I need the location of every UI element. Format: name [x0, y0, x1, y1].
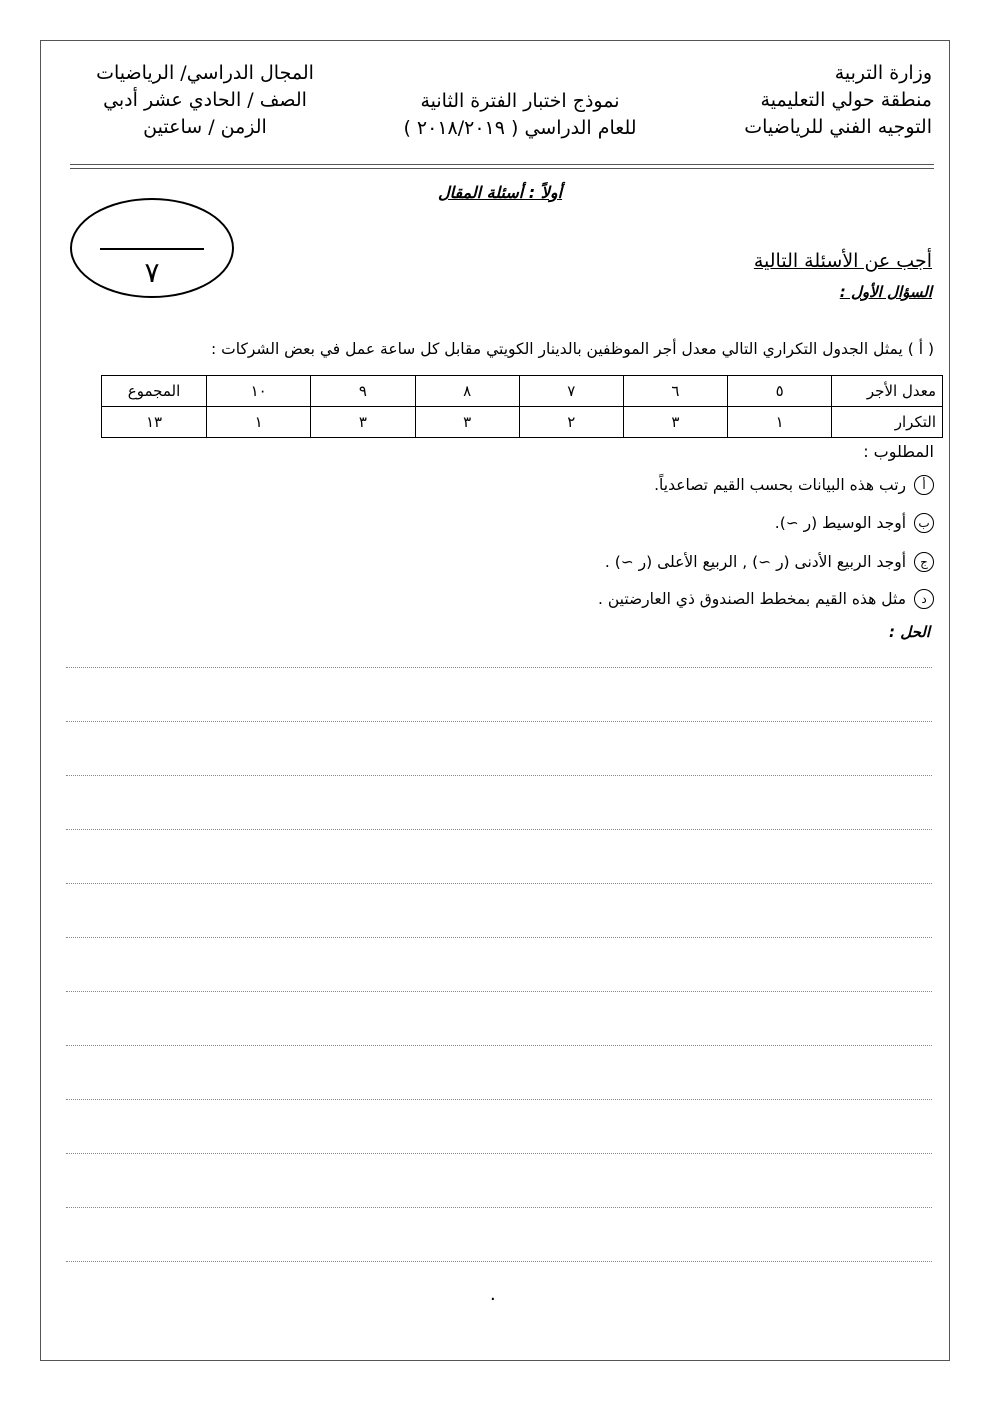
- table-cell: التكرار: [832, 407, 943, 438]
- answer-line: [66, 1261, 932, 1262]
- table-cell: ٨: [415, 376, 519, 407]
- table-cell: ١٣: [102, 407, 207, 438]
- exam-title: نموذج اختبار الفترة الثانية: [420, 90, 620, 112]
- table-cell: ١: [207, 407, 311, 438]
- academic-year: للعام الدراسي ( ٢٠١٨/٢٠١٩ ): [403, 117, 637, 139]
- grade-field: الصف / الحادي عشر أدبي: [103, 89, 307, 111]
- table-row: [102, 376, 943, 407]
- task-item: [654, 475, 934, 495]
- item-marker: ب: [914, 513, 934, 533]
- item-text: أوجد الربيع الأدنى (ر ∼) , الربيع الأعلى (ر ∼) .: [604, 553, 906, 571]
- answer-line: [66, 937, 932, 938]
- frequency-table: [101, 375, 943, 438]
- answer-line: [66, 1099, 932, 1100]
- answer-line: [66, 721, 932, 722]
- district-name: منطقة حولي التعليمية: [760, 89, 932, 111]
- table-cell: ٣: [623, 407, 727, 438]
- answer-line: [66, 667, 932, 668]
- header-center: [380, 88, 660, 142]
- item-text: مثل هذه القيم بمخطط الصندوق ذي العارضتين .: [598, 590, 906, 608]
- solution-label: الحل :: [888, 623, 930, 641]
- answer-line: [66, 883, 932, 884]
- score-total: ٧: [144, 256, 160, 289]
- item-marker: أ: [914, 475, 934, 495]
- table-row: [102, 407, 943, 438]
- answer-line: [66, 775, 932, 776]
- table-cell: معدل الأجر: [832, 376, 943, 407]
- answer-line: [66, 1153, 932, 1154]
- table-cell: المجموع: [102, 376, 207, 407]
- task-item: [605, 552, 934, 572]
- header-divider-thin: [70, 168, 934, 169]
- supervision-name: التوجيه الفني للرياضيات: [744, 116, 932, 138]
- time-field: الزمن / ساعتين: [143, 116, 267, 138]
- table-cell: ٢: [519, 407, 623, 438]
- ministry-name: وزارة التربية: [834, 62, 932, 84]
- answer-line: [66, 829, 932, 830]
- subject-field: المجال الدراسي/ الرياضيات: [96, 62, 314, 84]
- page-number: ٠: [488, 1288, 498, 1309]
- header-divider: [70, 164, 934, 165]
- answer-heading: أجب عن الأسئلة التالية: [753, 250, 932, 272]
- question-title: السؤال الأول :: [839, 283, 932, 301]
- section-title: أولاً : أسئلة المقال: [437, 183, 563, 202]
- score-oval: [70, 198, 234, 298]
- task-item: [775, 513, 934, 533]
- item-text: أوجد الوسيط (ر ∼).: [774, 514, 906, 532]
- table-cell: ٣: [311, 407, 415, 438]
- score-blank-line: [100, 248, 204, 250]
- table-cell: ٣: [415, 407, 519, 438]
- header-right: [744, 60, 932, 141]
- item-marker: د: [914, 589, 934, 609]
- answer-line: [66, 1207, 932, 1208]
- item-text: رتب هذه البيانات بحسب القيم تصاعدياً.: [654, 476, 906, 494]
- required-label: المطلوب :: [863, 442, 934, 461]
- table-cell: ٧: [519, 376, 623, 407]
- table-cell: ٩: [311, 376, 415, 407]
- item-marker: ج: [914, 552, 934, 572]
- answer-line: [66, 1045, 932, 1046]
- table-cell: ١: [728, 407, 832, 438]
- table-cell: ٦: [623, 376, 727, 407]
- task-item: [598, 589, 934, 609]
- table-cell: ١٠: [207, 376, 311, 407]
- answer-line: [66, 991, 932, 992]
- table-cell: ٥: [728, 376, 832, 407]
- header-left: [80, 60, 330, 141]
- question-intro: ( أ ) يمثل الجدول التكراري التالي معدل أجر الموظفين بالدينار الكويتي مقابل كل ساعة عمل في بعض الشركات :: [211, 340, 934, 358]
